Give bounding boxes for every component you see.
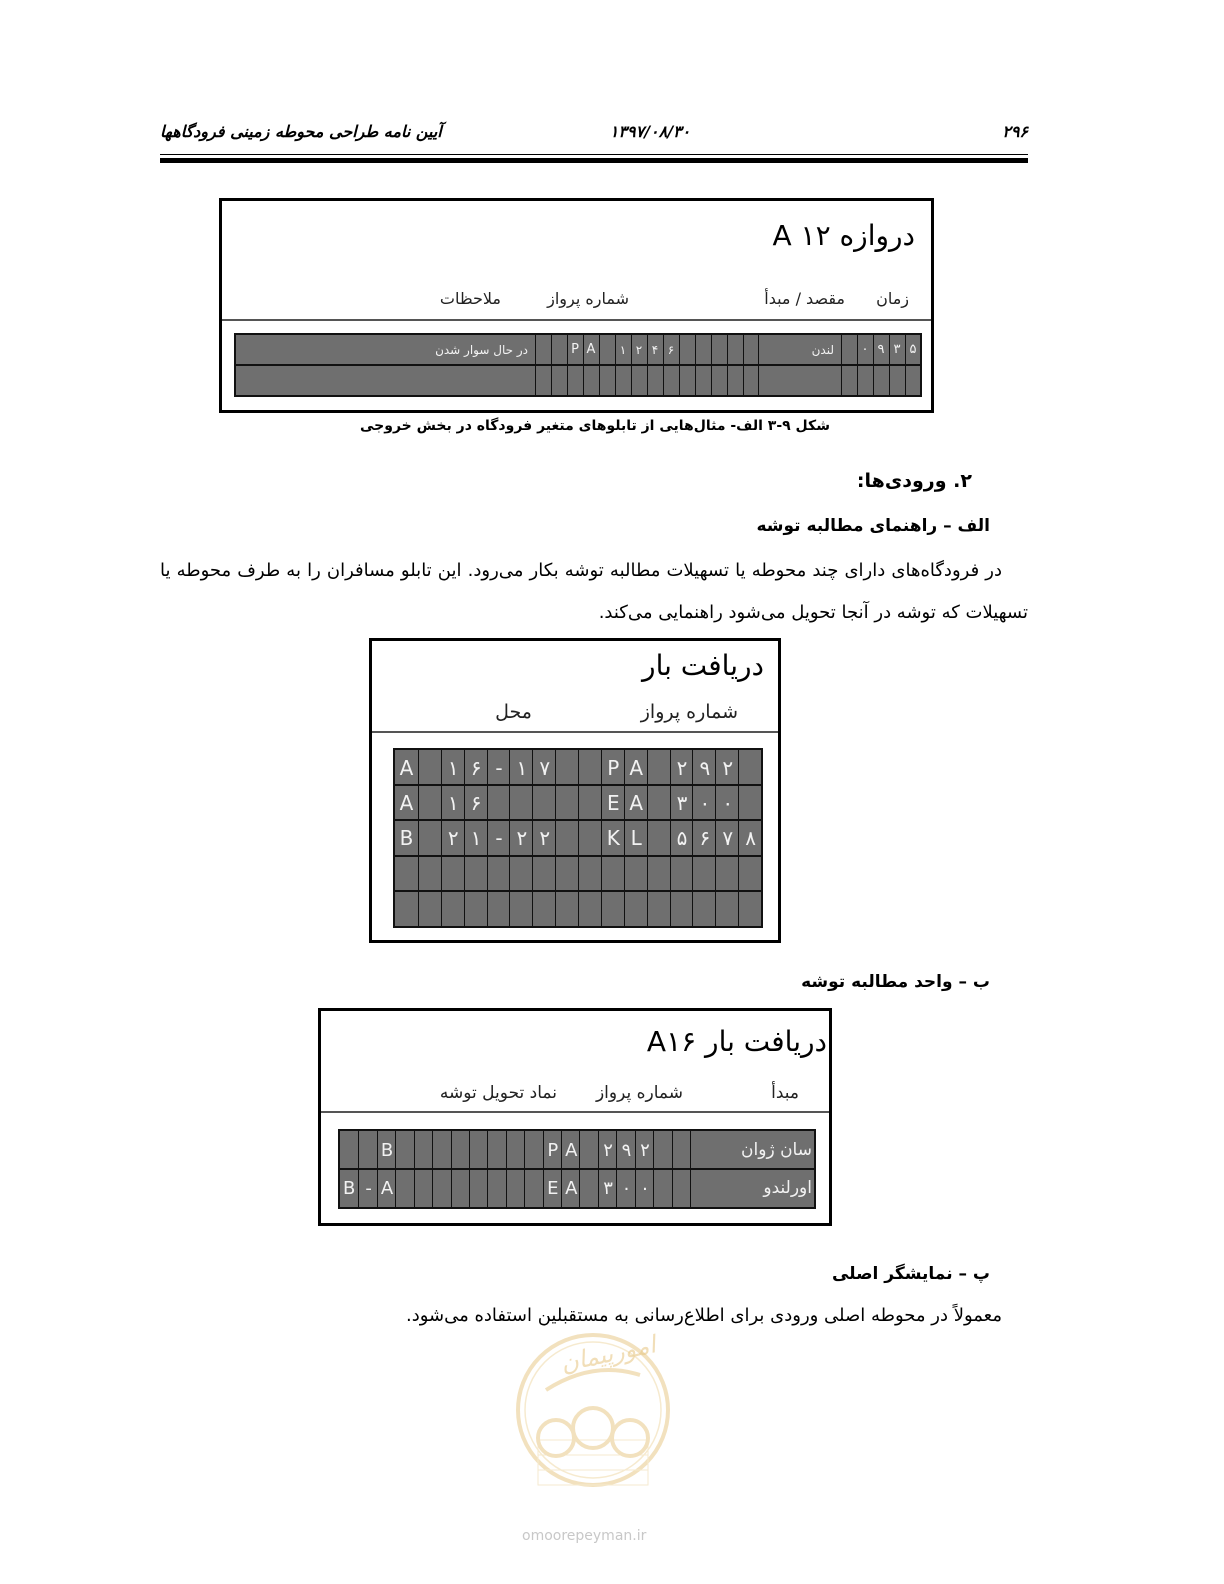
led-cell xyxy=(432,1131,451,1169)
led-cell xyxy=(647,856,671,891)
led-cell: ۰ xyxy=(635,1169,654,1207)
led-cell: B xyxy=(343,1177,356,1199)
paragraph-p: معمولاً در محوطه اصلی ورودی برای اطلاع‌رسانی به مستقبلین استفاده می‌شود. xyxy=(405,1305,1002,1326)
baggage-guide-led-grid xyxy=(393,748,763,928)
led-cell: A xyxy=(624,785,648,820)
led-cell: A xyxy=(561,1131,580,1169)
led-cell xyxy=(555,820,579,855)
led-cell xyxy=(578,750,602,785)
led-cell xyxy=(395,1131,414,1169)
led-cell xyxy=(469,1131,488,1169)
baggage-unit-led-grid xyxy=(338,1129,816,1209)
led-cell xyxy=(509,891,533,926)
led-cell xyxy=(715,856,739,891)
led-cell: B xyxy=(399,825,414,850)
watermark-site: omoorepeyman.ir xyxy=(522,1528,647,1544)
led-cell: A xyxy=(624,750,648,785)
led-cell: ۱ xyxy=(464,820,488,855)
led-cell xyxy=(647,820,671,855)
led-cell: - xyxy=(358,1169,377,1207)
led-cell xyxy=(624,856,648,891)
col-header-location: محل xyxy=(495,701,532,723)
led-cell: ۲ xyxy=(441,820,465,855)
led-cell xyxy=(432,1169,451,1207)
led-cell: ۷ xyxy=(715,820,739,855)
led-cell xyxy=(524,1169,543,1207)
led-cell: ۲ xyxy=(635,1131,654,1169)
led-cell: ۹ xyxy=(692,750,716,785)
led-cell xyxy=(647,785,671,820)
led-cell xyxy=(555,891,579,926)
section2-heading: ۲. ورودی‌ها: xyxy=(856,470,972,492)
led-cell xyxy=(672,1169,691,1207)
flight-cell xyxy=(599,335,614,364)
led-cell xyxy=(418,820,442,855)
led-cell xyxy=(692,856,716,891)
led-cell: L xyxy=(624,820,648,855)
led-cell: A xyxy=(399,755,414,780)
led-cell: ۶ xyxy=(464,785,488,820)
led-cell xyxy=(579,1169,598,1207)
led-cell xyxy=(578,820,602,855)
led-cell xyxy=(532,785,556,820)
subheading-b: ب – واحد مطالبه توشه xyxy=(801,972,990,992)
led-cell xyxy=(578,785,602,820)
led-cell: P xyxy=(601,750,625,785)
led-cell xyxy=(738,891,762,926)
time-cell: ۵ xyxy=(905,335,920,364)
led-cell xyxy=(601,891,625,926)
col-header-remarks: ملاحظات xyxy=(439,289,501,308)
led-cell xyxy=(578,856,602,891)
led-cell xyxy=(670,856,694,891)
led-cell: B xyxy=(377,1131,396,1169)
led-cell xyxy=(653,1131,672,1169)
flight-cell: ۴ xyxy=(647,335,662,364)
led-cell xyxy=(601,856,625,891)
led-cell xyxy=(418,785,442,820)
col-header-origin: مبدأ xyxy=(771,1083,799,1103)
origin-label: اورلندو xyxy=(690,1169,814,1207)
led-cell: ۷ xyxy=(532,750,556,785)
led-cell xyxy=(647,750,671,785)
page-number: ۲۹۶ xyxy=(1002,122,1028,141)
led-cell: ۰ xyxy=(616,1169,635,1207)
led-cell xyxy=(487,1169,506,1207)
led-cell: P xyxy=(543,1131,562,1169)
led-cell xyxy=(487,856,511,891)
led-cell xyxy=(506,1131,525,1169)
col-header-time: زمان xyxy=(876,289,909,308)
header-doc-title: آیین نامه طراحی محوطه زمینی فرودگاهها xyxy=(160,122,442,141)
time-cell: ۰ xyxy=(857,335,872,364)
led-cell: A xyxy=(377,1169,396,1207)
led-cell: ۲ xyxy=(715,750,739,785)
led-cell xyxy=(358,1131,377,1169)
led-cell: ۲ xyxy=(509,820,533,855)
header-rule-thick xyxy=(160,158,1028,163)
led-cell: - xyxy=(487,750,511,785)
led-cell: K xyxy=(601,820,625,855)
led-cell xyxy=(451,1131,470,1169)
led-cell: ۵ xyxy=(670,820,694,855)
origin-label: سان ژوان xyxy=(690,1131,814,1169)
subheading-p: پ – نمایشگر اصلی xyxy=(831,1264,990,1284)
led-cell xyxy=(441,856,465,891)
led-cell xyxy=(469,1169,488,1207)
col-header-flight: شماره پرواز xyxy=(547,289,629,308)
led-cell: ۳ xyxy=(670,785,694,820)
subheading-a: الف – راهنمای مطالبه توشه xyxy=(756,516,990,536)
baggage-unit-board xyxy=(318,1008,832,1226)
led-cell xyxy=(555,785,579,820)
led-cell xyxy=(418,891,442,926)
led-cell xyxy=(578,891,602,926)
led-cell: ۱ xyxy=(441,750,465,785)
gate-remarks: در حال سوار شدن xyxy=(435,342,528,357)
led-cell: E xyxy=(601,785,625,820)
col-header-delivery-symbol: نماد تحویل توشه xyxy=(439,1083,557,1103)
time-cell: ۳ xyxy=(889,335,904,364)
led-cell xyxy=(418,856,442,891)
led-cell xyxy=(451,1169,470,1207)
gate-board xyxy=(219,198,934,413)
led-cell: ۶ xyxy=(692,820,716,855)
figure1-caption: شکل ۹-۳ الف- مثال‌هایی از تابلوهای متغیر فرودگاه در بخش خروجی xyxy=(360,418,830,434)
baggage-guide-title: دریافت بار xyxy=(642,649,764,682)
led-cell xyxy=(647,891,671,926)
led-cell: ۹ xyxy=(616,1131,635,1169)
led-cell xyxy=(509,856,533,891)
led-cell xyxy=(692,891,716,926)
led-cell xyxy=(487,1131,506,1169)
baggage-guide-board xyxy=(369,638,781,943)
header-date: ۱۳۹۷/۰۸/۳۰ xyxy=(609,122,691,141)
paragraph-a-line2: تسهیلات که توشه در آنجا تحویل می‌شود راهنمایی می‌کند. xyxy=(598,602,1028,623)
led-cell xyxy=(487,785,511,820)
led-cell xyxy=(414,1169,433,1207)
flight-cell: ۶ xyxy=(663,335,678,364)
led-cell xyxy=(441,891,465,926)
led-cell xyxy=(524,1131,543,1169)
led-cell xyxy=(672,1131,691,1169)
flight-cell: ۲ xyxy=(631,335,646,364)
flight-cell: P xyxy=(567,335,582,364)
led-cell xyxy=(464,891,488,926)
led-cell: ۱ xyxy=(441,785,465,820)
led-cell: A xyxy=(561,1169,580,1207)
led-cell xyxy=(579,1131,598,1169)
flight-cell: A xyxy=(583,335,598,364)
led-cell xyxy=(532,856,556,891)
led-cell xyxy=(464,856,488,891)
led-cell: ۰ xyxy=(692,785,716,820)
baggage-unit-title: دریافت بار A۱۶ xyxy=(646,1025,827,1058)
led-cell: ۸ xyxy=(738,820,762,855)
gate-led-grid xyxy=(234,333,922,397)
flight-cell: ۱ xyxy=(615,335,630,364)
led-cell xyxy=(715,891,739,926)
header-rule-thin xyxy=(160,154,1028,155)
gate-board-title: دروازه ۱۲ A xyxy=(772,219,915,252)
led-cell xyxy=(395,1169,414,1207)
led-cell xyxy=(509,785,533,820)
led-cell: ۰ xyxy=(715,785,739,820)
led-cell: ۱ xyxy=(509,750,533,785)
led-cell xyxy=(738,785,762,820)
led-cell xyxy=(532,891,556,926)
led-cell: ۳ xyxy=(598,1169,617,1207)
led-cell: ۲ xyxy=(670,750,694,785)
led-cell: ۲ xyxy=(598,1131,617,1169)
led-cell xyxy=(340,1131,358,1169)
led-cell: ۶ xyxy=(464,750,488,785)
led-cell xyxy=(395,856,418,891)
led-cell xyxy=(738,750,762,785)
gate-destination: لندن xyxy=(811,342,834,357)
paragraph-a-line1: در فرودگاه‌های دارای چند محوطه یا تسهیلات مطالبه توشه بکار می‌رود. این تابلو مسافران را به طرف محوطه یا xyxy=(160,560,1002,581)
led-cell: - xyxy=(487,820,511,855)
led-cell xyxy=(506,1169,525,1207)
baggage-guide-divider xyxy=(372,731,778,733)
led-cell xyxy=(555,750,579,785)
led-cell xyxy=(487,891,511,926)
led-cell xyxy=(670,891,694,926)
watermark-logo-text: امورپیمان xyxy=(558,1330,659,1378)
led-cell xyxy=(395,891,418,926)
led-cell: E xyxy=(543,1169,562,1207)
led-cell xyxy=(418,750,442,785)
led-cell: A xyxy=(399,790,414,815)
led-cell xyxy=(555,856,579,891)
col-header-flight-number: شماره پرواز xyxy=(595,1083,683,1103)
col-header-flight-number: شماره پرواز xyxy=(640,701,738,723)
led-cell: ۲ xyxy=(532,820,556,855)
col-header-destination: مقصد / مبدأ xyxy=(764,289,845,308)
baggage-unit-divider xyxy=(321,1111,829,1113)
time-cell: ۹ xyxy=(873,335,888,364)
led-cell xyxy=(653,1169,672,1207)
gate-board-divider xyxy=(222,319,931,321)
led-cell xyxy=(624,891,648,926)
led-cell xyxy=(414,1131,433,1169)
led-cell xyxy=(738,856,762,891)
